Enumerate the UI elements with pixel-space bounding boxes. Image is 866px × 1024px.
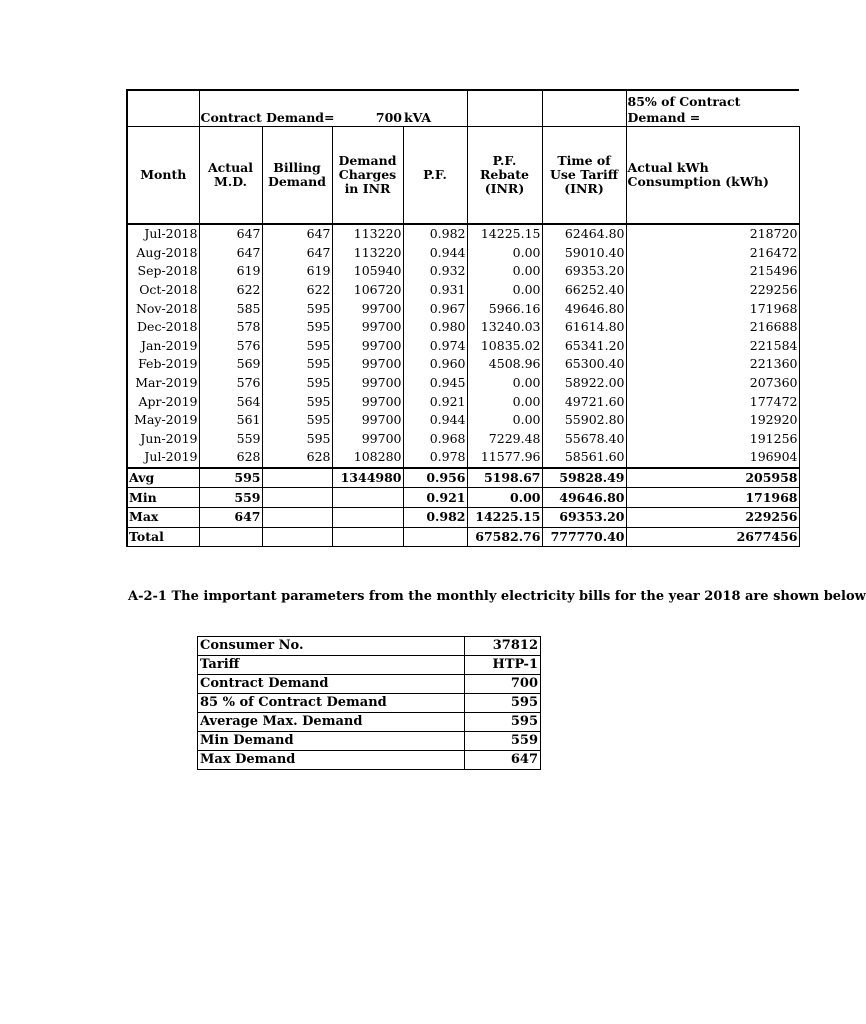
param-label: Average Max. Demand [198, 713, 465, 732]
value-cell: 58561.60 [542, 448, 626, 468]
value-cell: 569 [199, 355, 262, 374]
value-cell: 0.00 [467, 244, 542, 263]
param-value: HTP-1 [465, 656, 541, 675]
summary-value: 0.921 [403, 488, 467, 508]
summary-value: 205958 [626, 468, 799, 488]
value-cell: 647 [199, 244, 262, 263]
param-value: 700 [465, 675, 541, 694]
param-row [198, 675, 541, 694]
value-cell: 0.974 [403, 337, 467, 356]
value-cell: 622 [262, 281, 332, 300]
value-cell: 99700 [332, 318, 403, 337]
value-cell: 622 [199, 281, 262, 300]
value-cell: 11577.96 [467, 448, 542, 468]
table-row [127, 448, 799, 468]
param-label: Consumer No. [198, 637, 465, 656]
param-row [198, 637, 541, 656]
table-row [127, 281, 799, 300]
value-cell: 113220 [332, 244, 403, 263]
value-cell: 192920 [626, 411, 799, 430]
value-cell: 585 [199, 299, 262, 318]
param-row [198, 732, 541, 751]
value-cell: 559 [199, 430, 262, 449]
summary-value [332, 527, 403, 547]
summary-value: 59828.49 [542, 468, 626, 488]
value-cell: 595 [262, 337, 332, 356]
summary-value: 0.956 [403, 468, 467, 488]
param-row [198, 713, 541, 732]
value-cell: 647 [199, 224, 262, 244]
summary-row [127, 507, 799, 527]
param-label: Max Demand [198, 751, 465, 770]
summary-value [262, 468, 332, 488]
table-row [127, 318, 799, 337]
value-cell: 215496 [626, 262, 799, 281]
summary-value: 559 [199, 488, 262, 508]
param-row [198, 656, 541, 675]
table-row [127, 337, 799, 356]
contract-demand-row [127, 90, 799, 127]
month-cell: May-2019 [127, 411, 199, 430]
value-cell: 13240.03 [467, 318, 542, 337]
month-cell: Feb-2019 [127, 355, 199, 374]
value-cell: 66252.40 [542, 281, 626, 300]
value-cell: 595 [262, 374, 332, 393]
param-value: 595 [465, 713, 541, 732]
value-cell: 69353.20 [542, 262, 626, 281]
summary-value [262, 527, 332, 547]
value-cell: 0.944 [403, 411, 467, 430]
param-label: Min Demand [198, 732, 465, 751]
value-cell: 99700 [332, 392, 403, 411]
value-cell: 0.980 [403, 318, 467, 337]
contract-demand-value: 700 [332, 90, 403, 127]
month-cell: Nov-2018 [127, 299, 199, 318]
summary-row [127, 527, 799, 547]
value-cell: 619 [262, 262, 332, 281]
table-row [127, 355, 799, 374]
column-header: Billing Demand [262, 127, 332, 225]
value-cell: 191256 [626, 430, 799, 449]
value-cell: 0.944 [403, 244, 467, 263]
value-cell: 0.931 [403, 281, 467, 300]
value-cell: 99700 [332, 355, 403, 374]
value-cell: 99700 [332, 374, 403, 393]
value-cell: 576 [199, 374, 262, 393]
value-cell: 196904 [626, 448, 799, 468]
param-label: Tariff [198, 656, 465, 675]
value-cell: 0.00 [467, 392, 542, 411]
month-cell: Apr-2019 [127, 392, 199, 411]
value-cell: 561 [199, 411, 262, 430]
section-caption: A-2-1 The important parameters from the monthly electricity bills for the year 2018 are shown below [128, 589, 866, 604]
value-cell: 4508.96 [467, 355, 542, 374]
electricity-bill-table-container [126, 89, 798, 557]
value-cell: 108280 [332, 448, 403, 468]
summary-value: 69353.20 [542, 507, 626, 527]
value-cell: 647 [262, 224, 332, 244]
value-cell: 106720 [332, 281, 403, 300]
value-cell: 595 [262, 430, 332, 449]
month-cell: Dec-2018 [127, 318, 199, 337]
summary-value: 595 [199, 468, 262, 488]
value-cell: 564 [199, 392, 262, 411]
value-cell: 5966.16 [467, 299, 542, 318]
param-row [198, 751, 541, 770]
value-cell: 0.960 [403, 355, 467, 374]
value-cell: 14225.15 [467, 224, 542, 244]
value-cell: 578 [199, 318, 262, 337]
summary-value [199, 527, 262, 547]
value-cell: 49721.60 [542, 392, 626, 411]
value-cell: 99700 [332, 337, 403, 356]
value-cell: 595 [262, 318, 332, 337]
summary-label: Total [127, 527, 199, 547]
summary-value: 67582.76 [467, 527, 542, 547]
summary-value: 5198.67 [467, 468, 542, 488]
value-cell: 49646.80 [542, 299, 626, 318]
month-cell: Jun-2019 [127, 430, 199, 449]
value-cell: 99700 [332, 299, 403, 318]
value-cell: 595 [262, 299, 332, 318]
month-cell: Jul-2018 [127, 224, 199, 244]
value-cell: 619 [199, 262, 262, 281]
column-header-row [127, 127, 799, 225]
contract-demand-unit: kVA [403, 90, 467, 127]
table-row [127, 411, 799, 430]
column-header: Actual M.D. [199, 127, 262, 225]
summary-row [127, 488, 799, 508]
value-cell: 218720 [626, 224, 799, 244]
value-cell: 0.978 [403, 448, 467, 468]
value-cell: 229256 [626, 281, 799, 300]
contract-demand-label: Contract Demand= [199, 90, 332, 127]
value-cell: 0.968 [403, 430, 467, 449]
table-row [127, 224, 799, 244]
value-cell: 171968 [626, 299, 799, 318]
column-header: P.F. [403, 127, 467, 225]
value-cell: 216688 [626, 318, 799, 337]
parameters-table [197, 636, 541, 770]
value-cell: 65300.40 [542, 355, 626, 374]
column-header: Time of Use Tariff (INR) [542, 127, 626, 225]
summary-value [332, 507, 403, 527]
month-cell: Jul-2019 [127, 448, 199, 468]
month-cell: Jan-2019 [127, 337, 199, 356]
value-cell: 58922.00 [542, 374, 626, 393]
summary-value: 2677456 [626, 527, 799, 547]
table-row [127, 392, 799, 411]
param-value: 37812 [465, 637, 541, 656]
month-cell: Sep-2018 [127, 262, 199, 281]
value-cell: 177472 [626, 392, 799, 411]
summary-rows [127, 468, 799, 547]
table-row [127, 299, 799, 318]
month-cell: Aug-2018 [127, 244, 199, 263]
summary-value: 171968 [626, 488, 799, 508]
param-value: 559 [465, 732, 541, 751]
table-row [127, 262, 799, 281]
value-cell: 0.00 [467, 411, 542, 430]
summary-value: 777770.40 [542, 527, 626, 547]
value-cell: 62464.80 [542, 224, 626, 244]
data-rows [127, 224, 799, 468]
summary-value [262, 507, 332, 527]
value-cell: 55678.40 [542, 430, 626, 449]
column-header: Actual kWh Consumption (kWh) [626, 127, 799, 225]
value-cell: 628 [199, 448, 262, 468]
value-cell: 221360 [626, 355, 799, 374]
electricity-bill-table [126, 89, 800, 547]
value-cell: 595 [262, 392, 332, 411]
table-row [127, 244, 799, 263]
table-row [127, 430, 799, 449]
summary-label: Max [127, 507, 199, 527]
summary-value: 1344980 [332, 468, 403, 488]
value-cell: 0.921 [403, 392, 467, 411]
value-cell: 10835.02 [467, 337, 542, 356]
value-cell: 207360 [626, 374, 799, 393]
month-cell: Mar-2019 [127, 374, 199, 393]
summary-value: 49646.80 [542, 488, 626, 508]
value-cell: 595 [262, 355, 332, 374]
value-cell: 113220 [332, 224, 403, 244]
param-row [198, 694, 541, 713]
value-cell: 0.00 [467, 374, 542, 393]
pct-contract-demand-label: 85% of Contract Demand = [626, 90, 799, 127]
value-cell: 221584 [626, 337, 799, 356]
value-cell: 647 [262, 244, 332, 263]
column-header: P.F. Rebate (INR) [467, 127, 542, 225]
summary-value: 229256 [626, 507, 799, 527]
value-cell: 65341.20 [542, 337, 626, 356]
summary-label: Min [127, 488, 199, 508]
month-cell: Oct-2018 [127, 281, 199, 300]
value-cell: 61614.80 [542, 318, 626, 337]
value-cell: 99700 [332, 411, 403, 430]
summary-row [127, 468, 799, 488]
value-cell: 99700 [332, 430, 403, 449]
summary-value [262, 488, 332, 508]
param-value: 595 [465, 694, 541, 713]
value-cell: 216472 [626, 244, 799, 263]
summary-value: 647 [199, 507, 262, 527]
column-header: Demand Charges in INR [332, 127, 403, 225]
value-cell: 0.00 [467, 262, 542, 281]
value-cell: 55902.80 [542, 411, 626, 430]
summary-value: 0.982 [403, 507, 467, 527]
value-cell: 7229.48 [467, 430, 542, 449]
table-row [127, 374, 799, 393]
value-cell: 0.967 [403, 299, 467, 318]
summary-value [332, 488, 403, 508]
summary-label: Avg [127, 468, 199, 488]
value-cell: 576 [199, 337, 262, 356]
param-value: 647 [465, 751, 541, 770]
value-cell: 0.945 [403, 374, 467, 393]
column-header: Month [127, 127, 199, 225]
value-cell: 0.982 [403, 224, 467, 244]
value-cell: 0.932 [403, 262, 467, 281]
param-label: Contract Demand [198, 675, 465, 694]
summary-value [403, 527, 467, 547]
value-cell: 59010.40 [542, 244, 626, 263]
param-label: 85 % of Contract Demand [198, 694, 465, 713]
value-cell: 595 [262, 411, 332, 430]
summary-value: 0.00 [467, 488, 542, 508]
value-cell: 0.00 [467, 281, 542, 300]
value-cell: 105940 [332, 262, 403, 281]
summary-value: 14225.15 [467, 507, 542, 527]
value-cell: 628 [262, 448, 332, 468]
